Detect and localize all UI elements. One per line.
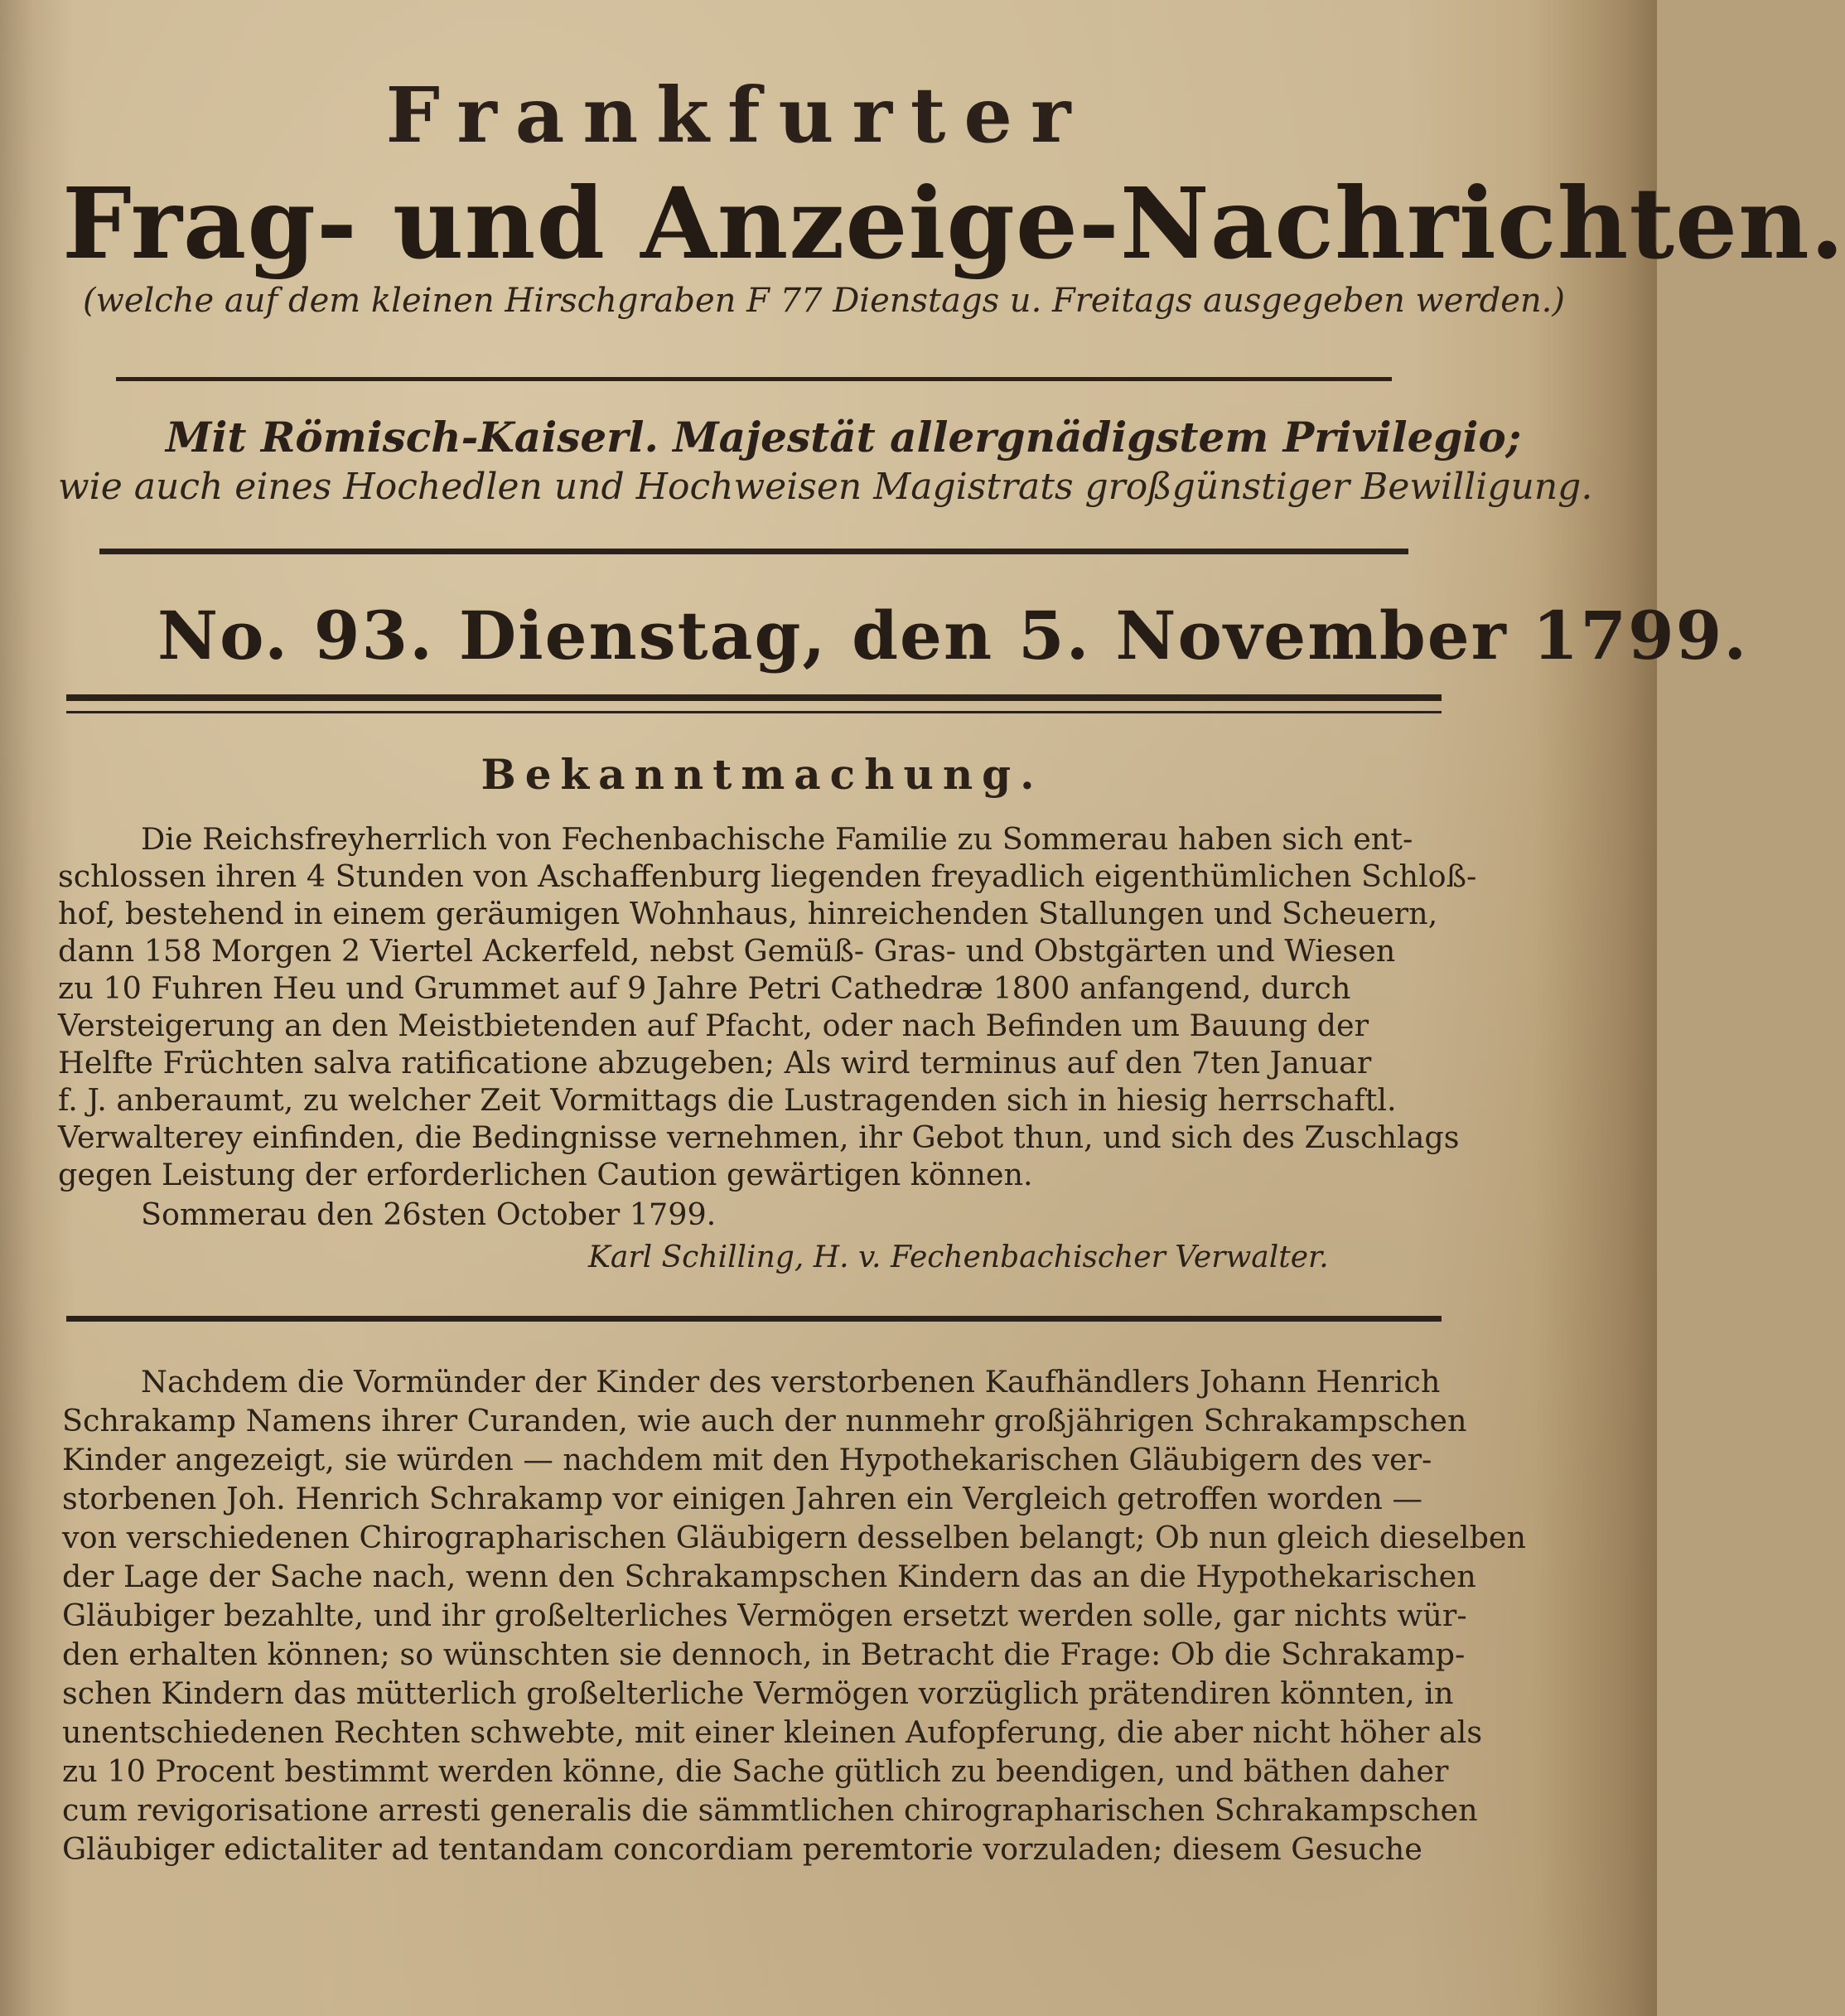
- text-line: Helfte Früchten salva ratificatione abzugeben; Als wird terminus auf den 7ten Januar: [58, 1045, 1372, 1081]
- masthead-title: Frag- und Anzeige-Nachrichten.: [62, 166, 1845, 281]
- signature: Karl Schilling, H. v. Fechenbachischer Verwalter.: [588, 1240, 1329, 1274]
- place-date: Sommerau den 26sten October 1799.: [141, 1197, 717, 1232]
- privilege-line-2: wie auch eines Hochedlen und Hochweisen Magistrats großgünstiger Bewilligung.: [58, 466, 1593, 508]
- divider-2: [99, 549, 1408, 554]
- text-line: hof, bestehend in einem geräumigen Wohnhaus, hinreichenden Stallungen und Scheuern,: [58, 896, 1438, 931]
- text-line: zu 10 Procent bestimmt werden könne, die Sache gütlich zu beendigen, und bäthen daher: [62, 1753, 1449, 1789]
- divider-4: [66, 1316, 1442, 1322]
- divider-3b: [66, 711, 1442, 713]
- privilege-line-1: Mit Römisch-Kaiserl. Majestät allergnädigstem Privilegio;: [166, 413, 1522, 462]
- text-line: von verschiedenen Chirographarischen Gläubigern desselben belangt; Ob nun gleich dieselben: [62, 1520, 1527, 1555]
- text-line: unentschiedenen Rechten schwebte, mit einer kleinen Aufopferung, die aber nicht höher als: [62, 1714, 1483, 1750]
- announcement-heading: Bekanntmachung.: [481, 750, 1044, 799]
- issue-date-line: No. 93. Dienstag, den 5. November 1799.: [157, 597, 1749, 674]
- text-line: Gläubiger bezahlte, und ihr großelterliches Vermögen ersetzt werden solle, gar nichts wür-: [62, 1598, 1467, 1633]
- text-line: cum revigorisatione arresti generalis die sämmtlichen chirographarischen Schrakampschen: [62, 1792, 1478, 1828]
- text-line: gegen Leistung der erforderlichen Caution gewärtigen können.: [58, 1157, 1033, 1192]
- divider-3a: [66, 694, 1442, 701]
- text-line: f. J. anberaumt, zu welcher Zeit Vormittags die Lustragenden sich in hiesig herrschaftl.: [58, 1082, 1397, 1118]
- text-line: Nachdem die Vormünder der Kinder des verstorbenen Kaufhändlers Johann Henrich: [141, 1364, 1441, 1400]
- text-line: Gläubiger edictaliter ad tentandam concordiam peremtorie vorzuladen; diesem Gesuche: [62, 1831, 1422, 1867]
- text-line: der Lage der Sache nach, wenn den Schrakampschen Kindern das an die Hypothekarischen: [62, 1559, 1476, 1594]
- text-line: zu 10 Fuhren Heu und Grummet auf 9 Jahre Petri Cathedræ 1800 anfangend, durch: [58, 970, 1351, 1006]
- text-line: Die Reichsfreyherrlich von Fechenbachische Familie zu Sommerau haben sich ent-: [141, 821, 1413, 857]
- text-line: schlossen ihren 4 Stunden von Aschaffenburg liegenden freyadlich eigenthümlichen Schloß-: [58, 858, 1477, 894]
- masthead-city: Frankfurter: [385, 70, 1089, 160]
- divider-1: [116, 377, 1392, 381]
- text-line: Verwalterey einfinden, die Bedingnisse vernehmen, ihr Gebot thun, und sich des Zuschlags: [58, 1119, 1460, 1155]
- masthead-subtitle: (welche auf dem kleinen Hirschgraben F 77 Dienstags u. Freitags ausgegeben werden.): [83, 282, 1565, 320]
- text-line: Kinder angezeigt, sie würden — nachdem mit den Hypothekarischen Gläubigern des ver-: [62, 1442, 1432, 1477]
- text-line: Schrakamp Namens ihrer Curanden, wie auch der nunmehr großjährigen Schrakampschen: [62, 1403, 1467, 1438]
- text-line: schen Kindern das mütterlich großelterliche Vermögen vorzüglich prätendiren könnten, in: [62, 1675, 1454, 1711]
- text-line: storbenen Joh. Henrich Schrakamp vor einigen Jahren ein Vergleich getroffen worden —: [62, 1481, 1423, 1516]
- text-line: den erhalten können; so wünschten sie dennoch, in Betracht die Frage: Ob die Schrakamp-: [62, 1636, 1466, 1672]
- text-line: dann 158 Morgen 2 Viertel Ackerfeld, nebst Gemüß- Gras- und Obstgärten und Wiesen: [58, 933, 1396, 969]
- text-line: Versteigerung an den Meistbietenden auf Pfacht, oder nach Befinden um Bauung der: [58, 1008, 1369, 1043]
